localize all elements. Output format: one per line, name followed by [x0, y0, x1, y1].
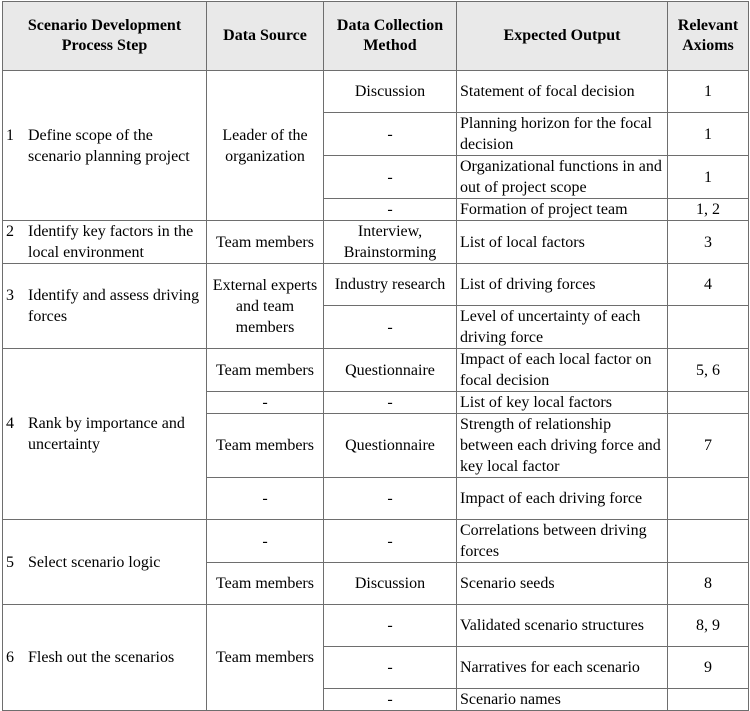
- axioms-cell: 1: [668, 71, 749, 113]
- data-source-cell: External experts and team members: [207, 264, 324, 349]
- output-cell: Planning horizon for the focal decision: [457, 113, 668, 156]
- method-cell: -: [324, 392, 457, 414]
- output-cell: Formation of project team: [457, 199, 668, 221]
- step-number: 4: [6, 415, 14, 432]
- axioms-cell: 1: [668, 156, 749, 199]
- step-number: 3: [6, 287, 14, 304]
- data-source-cell: Team members: [207, 563, 324, 605]
- table-row: [3, 605, 749, 647]
- method-cell: -: [324, 520, 457, 563]
- step-number: 2: [6, 223, 14, 240]
- axioms-cell: 3: [668, 221, 749, 264]
- axioms-cell: 8, 9: [668, 605, 749, 647]
- method-cell: -: [324, 647, 457, 689]
- table-row: [3, 264, 749, 306]
- output-cell: Statement of focal decision: [457, 71, 668, 113]
- step-cell: [3, 520, 207, 605]
- output-cell: Validated scenario structures: [457, 605, 668, 647]
- table-row: [3, 520, 749, 563]
- axioms-cell: 9: [668, 647, 749, 689]
- axioms-cell: 7: [668, 414, 749, 478]
- table-row: [3, 349, 749, 392]
- output-cell: Scenario names: [457, 689, 668, 711]
- step-label: Identify and assess driving forces: [28, 287, 200, 325]
- method-cell: -: [324, 156, 457, 199]
- method-cell: Interview, Brainstorming: [324, 221, 457, 264]
- output-cell: Correlations between driving forces: [457, 520, 668, 563]
- output-cell: List of driving forces: [457, 264, 668, 306]
- header-row: [3, 2, 749, 71]
- method-cell: -: [324, 113, 457, 156]
- output-cell: List of local factors: [457, 221, 668, 264]
- data-source-cell: Team members: [207, 414, 324, 478]
- method-cell: -: [324, 689, 457, 711]
- axioms-cell: [668, 520, 749, 563]
- step-number: 6: [6, 649, 14, 666]
- step-cell: [3, 221, 207, 264]
- step-cell: [3, 71, 207, 221]
- output-cell: List of key local factors: [457, 392, 668, 414]
- method-cell: -: [324, 478, 457, 520]
- step-cell: [3, 349, 207, 520]
- data-source-cell: Leader of the organization: [207, 71, 324, 221]
- output-cell: Organizational functions in and out of project scope: [457, 156, 668, 199]
- data-source-cell: -: [207, 520, 324, 563]
- axioms-cell: 8: [668, 563, 749, 605]
- axioms-cell: 4: [668, 264, 749, 306]
- table-row: [3, 221, 749, 264]
- step-number: 1: [6, 126, 14, 144]
- data-source-cell: Team members: [207, 349, 324, 392]
- step-label: Identify key factors in the local environment: [28, 223, 194, 261]
- data-source-cell: -: [207, 392, 324, 414]
- method-cell: -: [324, 306, 457, 349]
- header-step: Scenario Development Process Step: [3, 2, 207, 71]
- method-cell: Questionnaire: [324, 349, 457, 392]
- step-label: Flesh out the scenarios: [28, 649, 175, 666]
- output-cell: Narratives for each scenario: [457, 647, 668, 689]
- step-label: Define scope of the scenario planning project: [28, 126, 190, 165]
- method-cell: Industry research: [324, 264, 457, 306]
- step-number: 5: [6, 553, 14, 571]
- scenario-process-table: [2, 1, 749, 711]
- axioms-cell: [668, 689, 749, 711]
- data-source-cell: Team members: [207, 221, 324, 264]
- data-source-cell: Team members: [207, 605, 324, 711]
- output-cell: Strength of relationship between each driving force and key local factor: [457, 414, 668, 478]
- step-label: Rank by importance and uncertainty: [28, 415, 185, 453]
- axioms-cell: [668, 478, 749, 520]
- output-cell: Impact of each driving force: [457, 478, 668, 520]
- output-cell: Level of uncertainty of each driving force: [457, 306, 668, 349]
- step-cell: [3, 605, 207, 711]
- axioms-cell: 5, 6: [668, 349, 749, 392]
- output-cell: Impact of each local factor on focal decision: [457, 349, 668, 392]
- method-cell: Questionnaire: [324, 414, 457, 478]
- method-cell: -: [324, 605, 457, 647]
- axioms-cell: [668, 306, 749, 349]
- step-label: Select scenario logic: [28, 553, 161, 571]
- axioms-cell: [668, 392, 749, 414]
- method-cell: -: [324, 199, 457, 221]
- header-data-source: Data Source: [207, 2, 324, 71]
- step-cell: [3, 264, 207, 349]
- header-expected-output: Expected Output: [457, 2, 668, 71]
- output-cell: Scenario seeds: [457, 563, 668, 605]
- axioms-cell: 1: [668, 113, 749, 156]
- header-collection-method: Data Collection Method: [324, 2, 457, 71]
- header-relevant-axioms: Relevant Axioms: [668, 2, 749, 71]
- data-source-cell: -: [207, 478, 324, 520]
- table-row: [3, 71, 749, 113]
- method-cell: Discussion: [324, 563, 457, 605]
- method-cell: Discussion: [324, 71, 457, 113]
- axioms-cell: 1, 2: [668, 199, 749, 221]
